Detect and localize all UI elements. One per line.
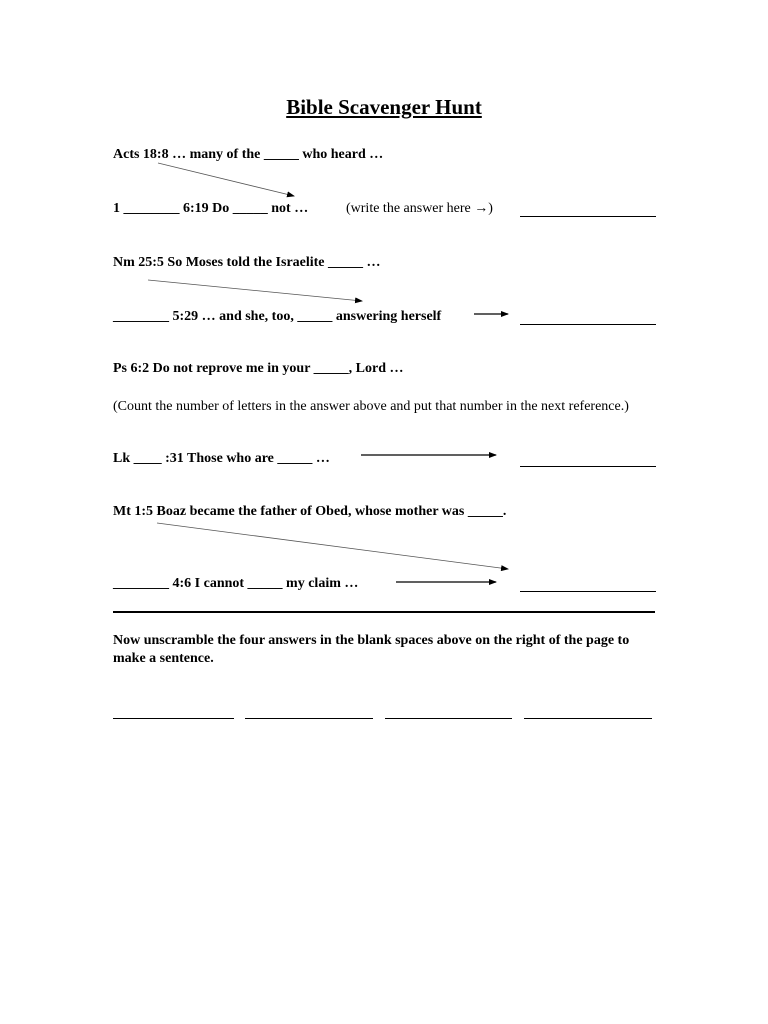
clue-ps-6-2: Ps 6:2 Do not reprove me in your _____, Lord …: [113, 361, 404, 376]
sentence-blank-2[interactable]: [245, 718, 373, 719]
page-title: Bible Scavenger Hunt: [286, 95, 482, 119]
clue-4-6: ________ 4:6 I cannot _____ my claim …: [113, 576, 359, 591]
sentence-blank-1[interactable]: [113, 718, 234, 719]
sentence-blank-4[interactable]: [524, 718, 652, 719]
arrow-acts-to-cor: [158, 163, 294, 196]
answer-instruction-note: (write the answer here →): [346, 201, 493, 216]
answer-blank-4[interactable]: [520, 591, 656, 592]
answer-blank-2[interactable]: [520, 324, 656, 325]
arrow-mt-to-46: [157, 523, 508, 569]
unscramble-instructions: Now unscramble the four answers in the blank spaces above on the right of the page to make a sentence.: [113, 633, 630, 666]
clue-5-29: ________ 5:29 … and she, too, _____ answering herself: [113, 309, 442, 324]
sentence-blank-3[interactable]: [385, 718, 512, 719]
answer-blank-3[interactable]: [520, 466, 656, 467]
answer-blank-1[interactable]: [520, 216, 656, 217]
clue-lk-31: Lk ____ :31 Those who are _____ …: [113, 451, 330, 466]
clue-nm-25-5: Nm 25:5 So Moses told the Israelite _____ …: [113, 255, 381, 270]
arrow-nm-to-529: [148, 280, 362, 301]
clue-mt-1-5: Mt 1:5 Boaz became the father of Obed, whose mother was _____.: [113, 504, 507, 519]
clue-1-cor-6-19: 1 ________ 6:19 Do _____ not …: [113, 201, 309, 216]
section-divider: [113, 611, 655, 613]
count-instruction: (Count the number of letters in the answer above and put that number in the next reference.): [113, 399, 629, 414]
clue-acts-18-8: Acts 18:8 … many of the _____ who heard …: [113, 147, 384, 162]
